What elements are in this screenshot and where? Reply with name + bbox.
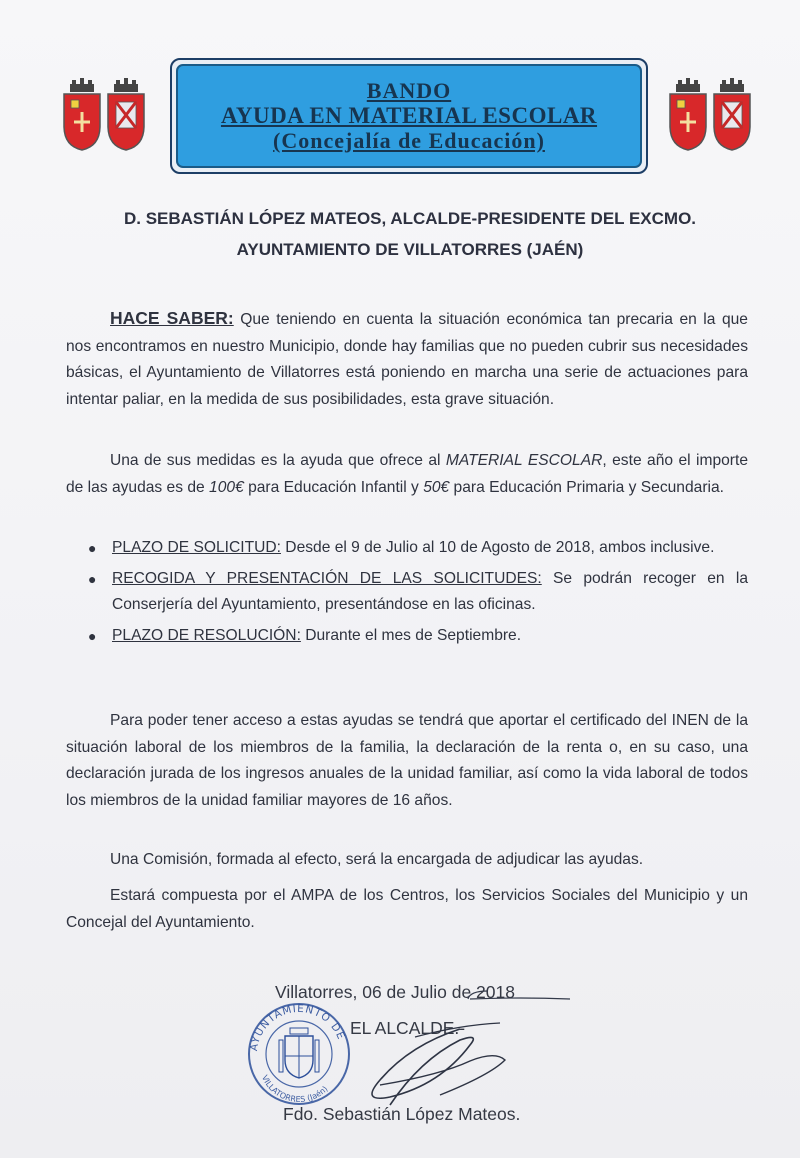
paragraph-composition	[66, 883, 748, 936]
p2-text-g: para Educación Primaria y Secundaria.	[449, 478, 724, 496]
p2-text-a: Una de sus medidas es la ayuda que ofrece al	[110, 452, 446, 469]
coat-of-arms-icon	[668, 78, 708, 152]
mayor-heading-line1: D. SEBASTIÁN LÓPEZ MATEOS, ALCALDE-PRESIDENTE DEL EXCMO.	[123, 209, 697, 228]
list-item	[88, 535, 748, 562]
signature-date: Villatorres, 06 de Julio de 2018	[275, 982, 515, 1002]
p2-text-e: para Educación Infantil y	[243, 478, 424, 496]
stamp-text-bottom: VILLATORRES (Jaén)	[259, 1073, 330, 1105]
coat-of-arms-icon	[712, 78, 752, 152]
signature-name: Fdo. Sebastián López Mateos.	[283, 1104, 521, 1124]
paragraph-requirements	[66, 708, 748, 814]
paragraph-hace-saber	[66, 305, 748, 413]
paragraph-requirements-text: Para poder tener acceso a estas ayudas se tendrá que aportar el certificado del INEN de la situación laboral de los miembros de la familia, la declaración de la renta o, en su caso, una declaración jurada de los ingresos anuales de la unidad familiar, así como la vida laboral de todos los miembros de la unidad familiar mayores de 16 años.	[66, 712, 748, 809]
list-item	[88, 623, 748, 650]
handwritten-signature	[320, 985, 580, 1115]
paragraph-commission-text: Una Comisión, formada al efecto, será la encargada de adjudicar las ayudas.	[110, 851, 644, 868]
paragraph-hace-saber-text: Que teniendo en cuenta la situación económica tan precaria en la que nos encontramos en nuestro Municipio, donde hay familias que no pueden cubrir sus necesidades básicas, el Ayuntamiento de Villatorres está poniendo en marcha una serie de actuaciones para intentar paliar, en la medida de sus posibilidades, esta grave situación.	[66, 311, 748, 408]
banner-line-department: (Concejalía de Educación)	[273, 127, 545, 153]
bullet-text: Durante el mes de Septiembre.	[300, 626, 522, 644]
bullet-text: Desde el 9 de Julio al 10 de Agosto de 2018, ambos inclusive.	[280, 539, 715, 556]
bullet-lead: PLAZO DE RESOLUCIÓN:	[112, 626, 301, 644]
bullet-icon: ●	[88, 570, 97, 587]
coat-of-arms-icon	[62, 78, 102, 152]
p2-material-escolar: MATERIAL ESCOLAR	[445, 452, 603, 469]
coat-of-arms-left	[62, 78, 146, 152]
title-banner-fill	[176, 64, 642, 168]
p2-amount-infantil: 100€	[209, 478, 244, 496]
bullet-list	[88, 535, 748, 653]
stamp-text-top: AYUNTAMIENTO DE	[248, 1002, 348, 1052]
paragraph-commission	[66, 847, 748, 874]
bullet-icon: ●	[88, 540, 97, 556]
bullet-lead: PLAZO DE SOLICITUD:	[112, 539, 281, 556]
paragraph-material-escolar	[66, 448, 748, 501]
bullet-lead: RECOGIDA Y PRESENTACIÓN DE LAS SOLICITUDES:	[112, 569, 542, 587]
bullet-text: Se podrán recoger en la Conserjería del Ayuntamiento, presentándose en las oficinas.	[112, 569, 748, 613]
hace-saber-lead: HACE SABER:	[110, 308, 234, 328]
p2-amount-primaria: 50€	[423, 478, 450, 496]
mayor-heading-line2: AYUNTAMIENTO DE VILLATORRES (JAÉN)	[236, 240, 584, 259]
p2-text-c: , este año el importe de las ayudas es de	[66, 452, 749, 496]
coat-of-arms-right	[668, 78, 752, 152]
banner-line-bando: BANDO	[366, 77, 452, 103]
paragraph-composition-text: Estará compuesta por el AMPA de los Centros, los Servicios Sociales del Municipio y un Concejal del Ayuntamiento.	[66, 887, 748, 931]
bullet-icon: ●	[88, 627, 97, 644]
list-item	[88, 566, 748, 619]
coat-of-arms-icon	[106, 78, 146, 152]
title-banner	[170, 58, 648, 174]
banner-line-subject: AYUDA EN MATERIAL ESCOLAR	[220, 103, 598, 129]
signature-title: EL ALCALDE.-	[350, 1018, 466, 1038]
